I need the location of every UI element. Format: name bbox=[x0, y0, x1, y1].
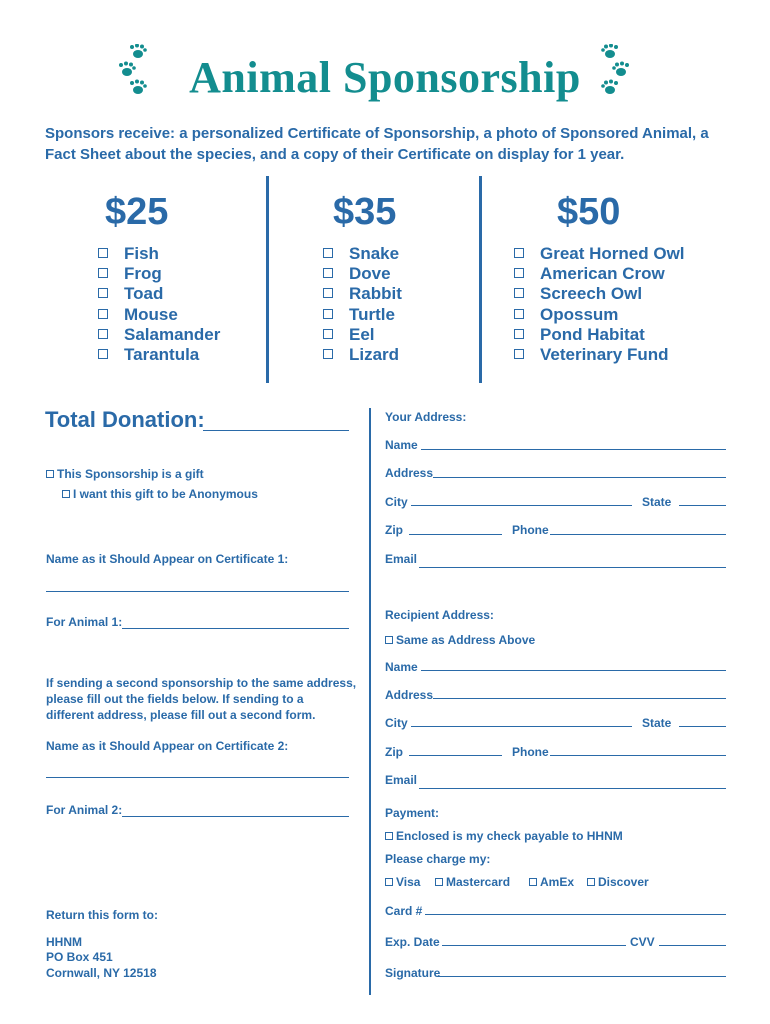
checkbox[interactable] bbox=[323, 329, 333, 339]
mailing-address-line: HHNM bbox=[46, 935, 82, 949]
tier-divider bbox=[479, 176, 482, 383]
checkbox[interactable] bbox=[587, 878, 595, 886]
cvv-field[interactable] bbox=[659, 945, 726, 946]
recipient-phone-field[interactable] bbox=[550, 755, 726, 756]
checkbox[interactable] bbox=[62, 490, 70, 498]
zip-label: Zip bbox=[385, 523, 403, 537]
visa-option[interactable]: Visa bbox=[385, 875, 420, 889]
animal-option[interactable]: Salamander bbox=[98, 325, 220, 345]
your-address-heading: Your Address: bbox=[385, 410, 467, 424]
checkbox[interactable] bbox=[514, 329, 524, 339]
exp-date-label: Exp. Date bbox=[385, 935, 440, 949]
signature-field[interactable] bbox=[437, 976, 726, 977]
tier-35-list bbox=[323, 244, 402, 365]
animal-option[interactable]: Lizard bbox=[323, 345, 402, 365]
second-sponsorship-note: please fill out the fields below. If sending to a bbox=[46, 692, 304, 706]
animal-option[interactable]: Dove bbox=[323, 264, 402, 284]
animal-option[interactable]: American Crow bbox=[514, 264, 685, 284]
tier-price-50: $50 bbox=[557, 191, 621, 233]
amex-option[interactable]: AmEx bbox=[529, 875, 574, 889]
recipient-zip-field[interactable] bbox=[409, 755, 502, 756]
animal-option[interactable]: Eel bbox=[323, 325, 402, 345]
recipient-state-label: State bbox=[642, 716, 672, 730]
animal-option[interactable]: Toad bbox=[98, 284, 220, 304]
certificate-1-field[interactable] bbox=[46, 591, 349, 592]
checkbox[interactable] bbox=[385, 636, 393, 644]
address-field[interactable] bbox=[433, 477, 726, 478]
animal-1-label: For Animal 1: bbox=[46, 615, 123, 629]
checkbox[interactable] bbox=[98, 329, 108, 339]
paw-prints-icon bbox=[600, 44, 630, 104]
checkbox[interactable] bbox=[385, 878, 393, 886]
page-title: Animal Sponsorship bbox=[189, 53, 581, 102]
recipient-city-field[interactable] bbox=[411, 726, 632, 727]
signature-label: Signature bbox=[385, 966, 441, 980]
animal-2-label: For Animal 2: bbox=[46, 803, 123, 817]
animal-option[interactable]: Screech Owl bbox=[514, 284, 685, 304]
checkbox[interactable] bbox=[323, 309, 333, 319]
checkbox[interactable] bbox=[323, 248, 333, 258]
same-as-above-option[interactable]: Same as Address Above bbox=[385, 633, 535, 647]
anonymous-option[interactable]: I want this gift to be Anonymous bbox=[62, 487, 258, 501]
city-label: City bbox=[385, 495, 408, 509]
recipient-address-label: Address bbox=[385, 688, 434, 702]
phone-label: Phone bbox=[512, 523, 549, 537]
checkbox[interactable] bbox=[514, 268, 524, 278]
animal-option[interactable]: Mouse bbox=[98, 305, 220, 325]
checkbox[interactable] bbox=[98, 309, 108, 319]
recipient-state-field[interactable] bbox=[679, 726, 726, 727]
animal-option[interactable]: Pond Habitat bbox=[514, 325, 685, 345]
check-option[interactable]: Enclosed is my check payable to HHNM bbox=[385, 829, 623, 843]
checkbox[interactable] bbox=[385, 832, 393, 840]
animal-option[interactable]: Turtle bbox=[323, 305, 402, 325]
total-donation-label: Total Donation: bbox=[45, 407, 205, 432]
checkbox[interactable] bbox=[514, 248, 524, 258]
card-number-field[interactable] bbox=[425, 914, 726, 915]
state-label: State bbox=[642, 495, 672, 509]
animal-option[interactable]: Tarantula bbox=[98, 345, 220, 365]
mastercard-option[interactable]: Mastercard bbox=[435, 875, 510, 889]
animal-option[interactable]: Snake bbox=[323, 244, 402, 264]
checkbox[interactable] bbox=[323, 268, 333, 278]
recipient-email-label: Email bbox=[385, 773, 418, 787]
name-field[interactable] bbox=[421, 449, 726, 450]
recipient-address-heading: Recipient Address: bbox=[385, 608, 494, 622]
discover-option[interactable]: Discover bbox=[587, 875, 649, 889]
tier-divider bbox=[266, 176, 269, 383]
checkbox[interactable] bbox=[46, 470, 54, 478]
section-divider bbox=[369, 408, 371, 995]
checkbox[interactable] bbox=[323, 349, 333, 359]
second-sponsorship-note: If sending a second sponsorship to the same address, bbox=[46, 676, 357, 690]
mailing-address-line: Cornwall, NY 12518 bbox=[46, 966, 157, 980]
certificate-1-label: Name as it Should Appear on Certificate 1: bbox=[46, 552, 289, 566]
city-field[interactable] bbox=[411, 505, 632, 506]
certificate-2-label: Name as it Should Appear on Certificate 2: bbox=[46, 739, 289, 753]
checkbox[interactable] bbox=[98, 349, 108, 359]
certificate-2-field[interactable] bbox=[46, 777, 349, 778]
animal-option[interactable]: Opossum bbox=[514, 305, 685, 325]
animal-option[interactable]: Great Horned Owl bbox=[514, 244, 685, 264]
tier-price-25: $25 bbox=[105, 191, 169, 233]
animal-1-field[interactable] bbox=[122, 628, 349, 629]
recipient-name-label: Name bbox=[385, 660, 418, 674]
recipient-zip-label: Zip bbox=[385, 745, 403, 759]
recipient-city-label: City bbox=[385, 716, 408, 730]
recipient-phone-label: Phone bbox=[512, 745, 549, 759]
animal-2-field[interactable] bbox=[122, 816, 349, 817]
checkbox[interactable] bbox=[98, 248, 108, 258]
checkbox[interactable] bbox=[514, 288, 524, 298]
checkbox[interactable] bbox=[98, 288, 108, 298]
address-label: Address bbox=[385, 466, 434, 480]
payment-heading: Payment: bbox=[385, 806, 440, 820]
checkbox[interactable] bbox=[98, 268, 108, 278]
recipient-email-field[interactable] bbox=[419, 788, 726, 789]
tier-50-list bbox=[514, 244, 685, 365]
total-donation-field[interactable] bbox=[203, 430, 349, 431]
zip-field[interactable] bbox=[409, 534, 502, 535]
email-label: Email bbox=[385, 552, 418, 566]
checkbox[interactable] bbox=[323, 288, 333, 298]
checkbox[interactable] bbox=[529, 878, 537, 886]
card-number-label: Card # bbox=[385, 904, 423, 918]
phone-field[interactable] bbox=[550, 534, 726, 535]
charge-label: Please charge my: bbox=[385, 852, 491, 866]
state-field[interactable] bbox=[679, 505, 726, 506]
recipient-name-field[interactable] bbox=[421, 670, 726, 671]
checkbox[interactable] bbox=[435, 878, 443, 886]
email-field[interactable] bbox=[419, 567, 726, 568]
tier-price-35: $35 bbox=[333, 191, 397, 233]
gift-option[interactable]: This Sponsorship is a gift bbox=[46, 467, 204, 481]
second-sponsorship-note: different address, please fill out a second form. bbox=[46, 708, 316, 722]
animal-option[interactable]: Frog bbox=[98, 264, 220, 284]
exp-date-field[interactable] bbox=[442, 945, 626, 946]
tier-25-list bbox=[98, 244, 220, 365]
checkbox[interactable] bbox=[514, 309, 524, 319]
animal-option[interactable]: Veterinary Fund bbox=[514, 345, 685, 365]
animal-option[interactable]: Rabbit bbox=[323, 284, 402, 304]
mailing-address-line: PO Box 451 bbox=[46, 950, 113, 964]
intro-text: Sponsors receive: a personalized Certificate of Sponsorship, a photo of Sponsored Animal, a Fact Sheet about the species, and a copy of their Certificate on display for 1 year. bbox=[45, 125, 709, 163]
checkbox[interactable] bbox=[514, 349, 524, 359]
return-form-label: Return this form to: bbox=[46, 908, 158, 922]
name-label: Name bbox=[385, 438, 418, 452]
animal-option[interactable]: Fish bbox=[98, 244, 220, 264]
cvv-label: CVV bbox=[630, 935, 655, 949]
recipient-address-field[interactable] bbox=[433, 698, 726, 699]
